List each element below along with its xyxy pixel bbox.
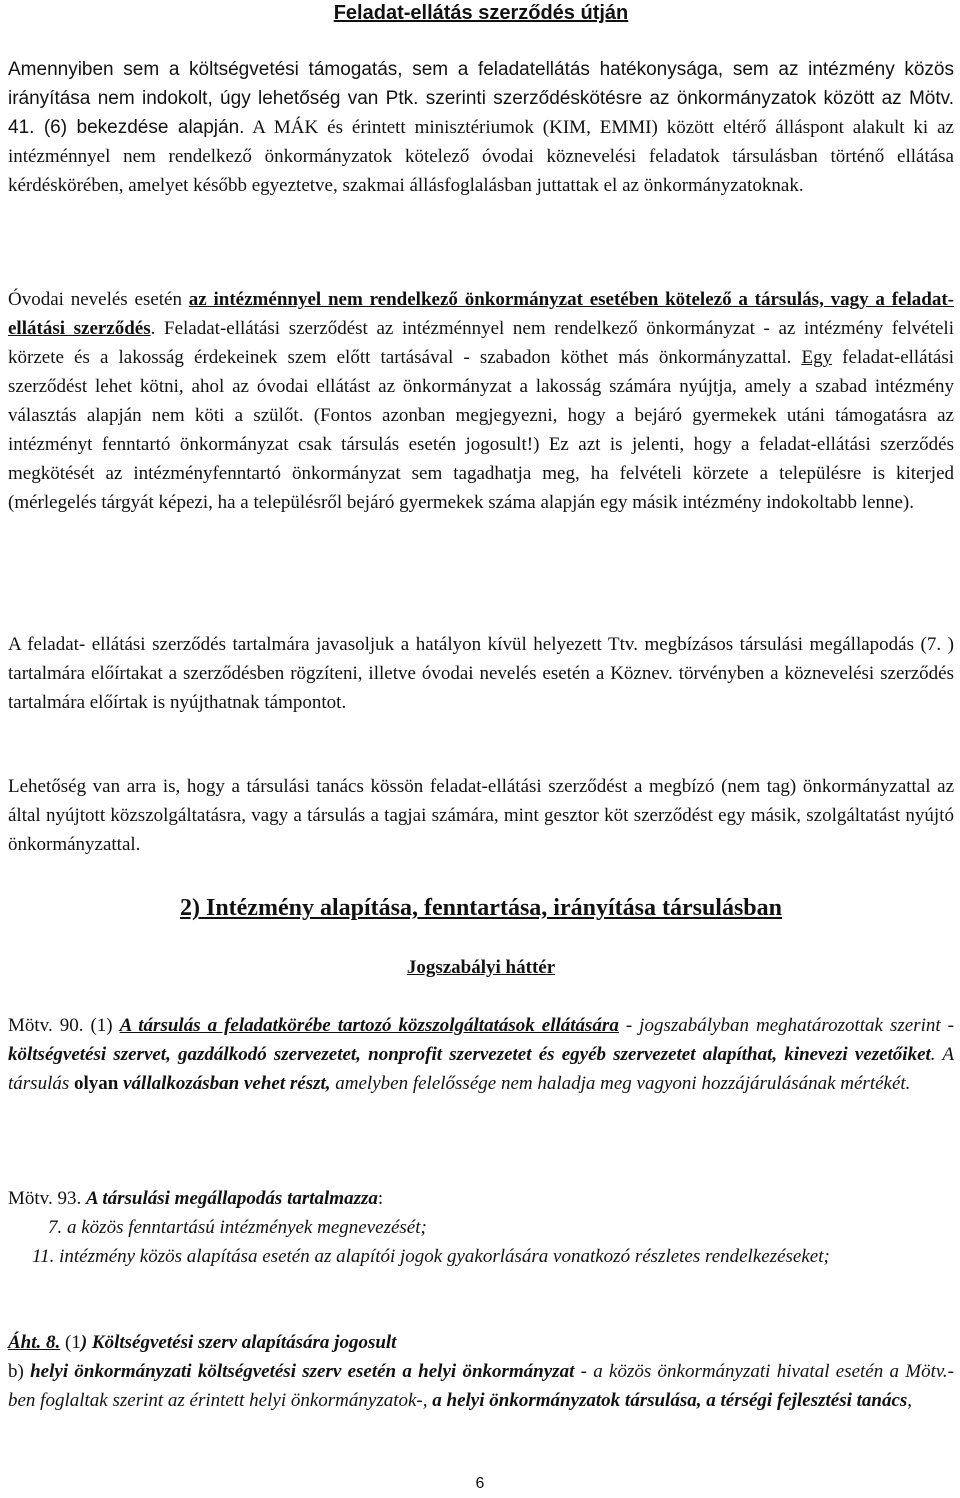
- paragraph-7: [8, 1328, 954, 1415]
- p5-bold-3: olyan: [74, 1073, 119, 1094]
- paragraph-3: A feladat- ellátási szerződés tartalmára javasoljuk a hatályon kívül helyezett Ttv. megbízásos társulási megállapodás (7. ) tartalmára előírtakat a szerződésben rögzíteni, illetve óvodai nevelés esetén a Köznev. törvényben a köznevelési szerződés tartalmára előírtak is nyújthatnak támpontot.: [8, 634, 954, 713]
- p2-underlined-word: Egy: [801, 347, 833, 368]
- paragraph-1-serif: A MÁK és érintett minisztériumok (KIM, EMMI) között eltérő álláspont alakult ki az intézménnyel nem rendelkező önkormányzatok kötelező óvodai köznevelési feladatok társulásban történő ellátása kérdéskörében, amelyet később egyeztetve, szakmai állásfoglalásban juttattak el az önkormányzatoknak.: [8, 117, 954, 196]
- p2-bold-underlined: az intézménnyel nem rendelkező önkormányzat esetében kötelező a társulás, vagy a feladat-ellátási szerződés: [8, 289, 954, 339]
- paragraph-6: [8, 1184, 954, 1271]
- section-title: Feladat-ellátás szerződés útján: [333, 2, 629, 24]
- p6-colon: :: [377, 1188, 384, 1209]
- p5-ref: Mötv. 90. (1): [8, 1015, 120, 1036]
- paragraph-5: [8, 1011, 954, 1098]
- p7-bold-1: helyi önkormányzati költségvetési szerv esetén a helyi önkormányzat: [30, 1361, 575, 1382]
- p7-end: ,: [907, 1390, 913, 1411]
- p7-text: - a közös önkormányzati hivatal esetén a Mötv.-ben foglaltak szerint az érintett helyi önkormányzatok-,: [8, 1361, 954, 1411]
- paragraph-2: [8, 285, 954, 517]
- p7-heading: ) Költségvetési szerv alapítására jogosult: [80, 1332, 397, 1353]
- p5-bold-1: A társulás a feladatkörébe tartozó közszolgáltatások ellátására: [119, 1015, 619, 1036]
- paragraph-1: [8, 55, 954, 200]
- p5-text-d: . A társulás: [8, 1044, 954, 1094]
- p2-text-b: . Feladat-ellátási szerződést az intézménnyel nem rendelkező önkormányzat - az intézmény felvételi körzete és a lakosság érdekeinek szem előtt tartásával - szabadon köthet más önkormányzattal.: [8, 318, 954, 368]
- p6-ref: Mötv. 93.: [8, 1188, 86, 1209]
- p5-text-c: - jogszabályban meghatározottak szerint -: [618, 1015, 955, 1036]
- p2-text-c: feladat-ellátási szerződést lehet kötni, ahol az óvodai ellátást az önkormányzat a lakosság számára nyújtja, amely a szabad intézmény választás alapján nem köti a szülőt. (Fontos azonban megjegyezni, hogy a bejáró gyermekek utáni támogatásra az intézményt fenntartó önkormányzat csak társulás esetén jogosult!) Ez azt is jelenti, hogy a feladat-ellátási szerződés megkötését az intézményfenntartó önkormányzat sem tagadhatja meg, ha felvételi körzete a településre is kiterjed (mérlegelés tárgyát képezi, ha a településről bejáró gyermekek száma alapján egy másik intézmény indokoltabb lenne).: [8, 347, 955, 513]
- p5-bold-4: vállalkozásban vehet részt,: [123, 1073, 331, 1094]
- page-number: 6: [475, 1475, 485, 1492]
- p6-item-11: [8, 1242, 954, 1271]
- p5-bold-2: költségvetési szervet, gazdálkodó szervezetet, nonprofit szervezetet és egyéb szervezetet alapíthat, kinevezi vezetőiket: [8, 1044, 931, 1065]
- p5-text-e: amelyben felelőssége nem haladja meg vagyoni hozzájárulásának mértékét.: [330, 1073, 911, 1094]
- p6-item-11-text: 11. intézmény közös alapítása esetén az alapítói jogok gyakorlására vonatkozó részletes rendelkezéseket;: [32, 1246, 830, 1267]
- p7-subsection: (1: [60, 1332, 81, 1353]
- p7-bold-2: a helyi önkormányzatok társulása, a térségi fejlesztési tanács: [432, 1390, 908, 1411]
- p7-ref: Áht. 8.: [8, 1332, 61, 1353]
- p6-bold: A társulási megállapodás tartalmazza: [85, 1188, 378, 1209]
- p2-text-a: Óvodai nevelés esetén: [8, 289, 189, 310]
- chapter-heading: 2) Intézmény alapítása, fenntartása, irányítása társulásban: [179, 895, 782, 921]
- p6-item-7: 7. a közös fenntartású intézmények megnevezését;: [48, 1217, 427, 1238]
- paragraph-4: Lehetőség van arra is, hogy a társulási tanács kössön feladat-ellátási szerződést a megbízó (nem tag) önkormányzattal az által nyújtott közszolgáltatásra, vagy a társulás a tagjai számára, mint gesztor köt szerződést egy másik, szolgáltatást nyújtó önkormányzattal.: [8, 776, 954, 855]
- subheading: Jogszabályi háttér: [406, 957, 556, 978]
- paragraph-1-sans: Amennyiben sem a költségvetési támogatás, sem a feladatellátás hatékonysága, sem az intézmény közös irányítása nem indokolt, úgy lehetőség van Ptk. szerinti szerződéskötésre az önkormányzatok között az Mötv. 41. (6) bekezdése alapján.: [8, 59, 954, 138]
- p7-item-letter: b): [8, 1361, 31, 1382]
